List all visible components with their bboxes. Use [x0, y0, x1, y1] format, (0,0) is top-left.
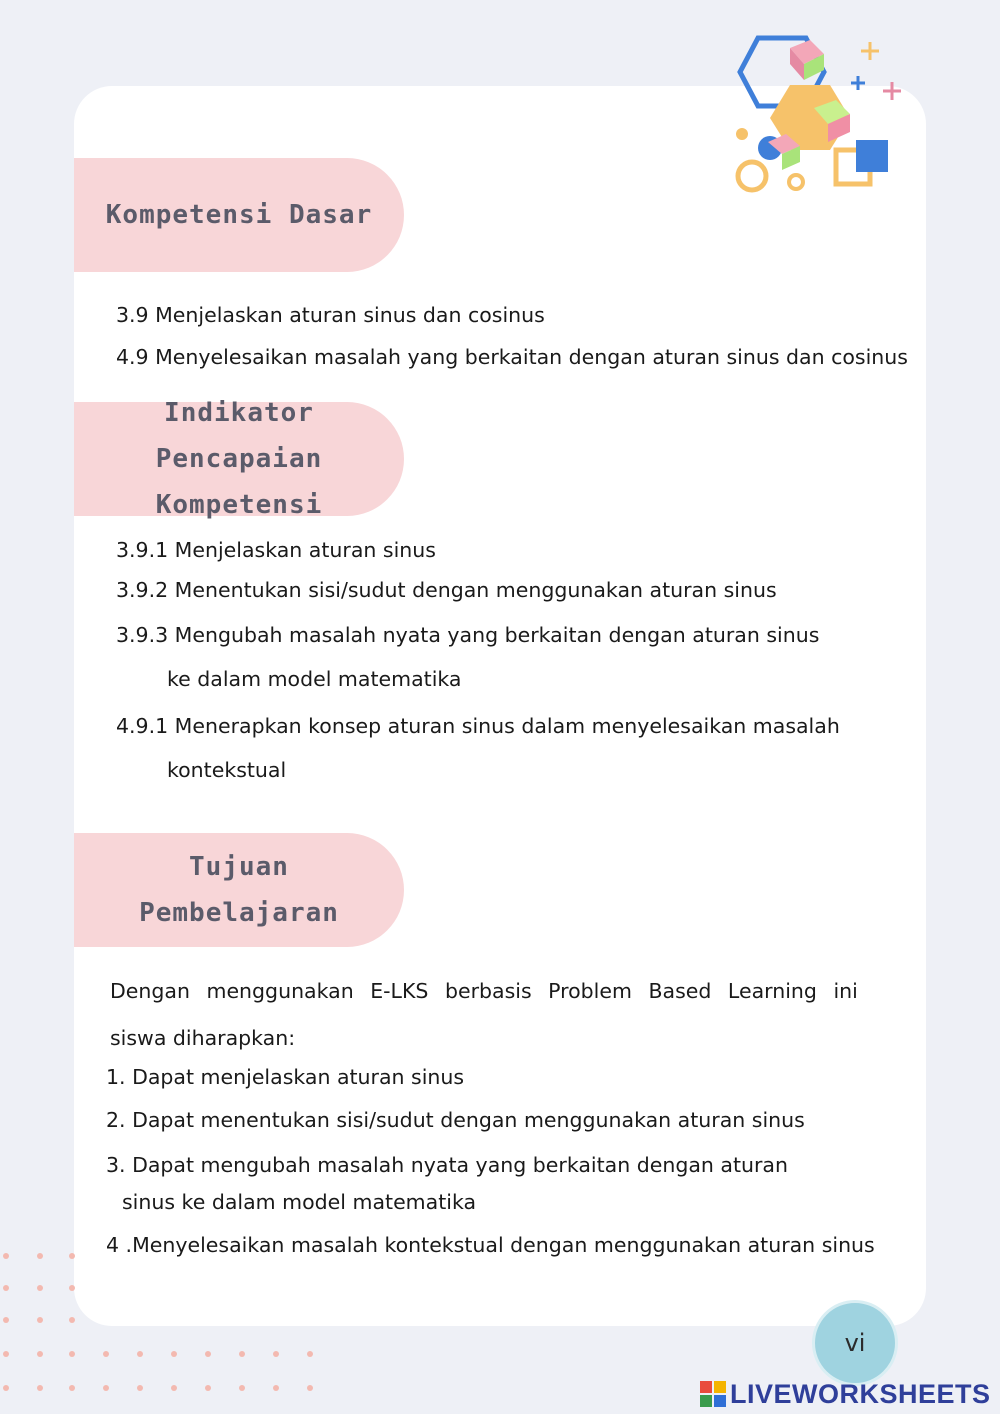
tujuan-item-3-continued: sinus ke dalam model matematika: [122, 1190, 477, 1214]
indikator-item-4: 4.9.1 Menerapkan konsep aturan sinus dalam menyelesaikan masalah: [116, 714, 840, 738]
tujuan-intro-line2: siswa diharapkan:: [110, 1026, 296, 1050]
tujuan-intro-line1: Dengan menggunakan E-LKS berbasis Problem Based Learning ini: [110, 979, 858, 1003]
tujuan-item-1: 1. Dapat menjelaskan aturan sinus: [106, 1065, 465, 1089]
indikator-item-1: 3.9.1 Menjelaskan aturan sinus: [116, 538, 436, 562]
content-card: [74, 86, 926, 1326]
kompetensi-dasar-title: Kompetensi Dasar: [105, 200, 373, 230]
indikator-title-line1: Indikator Pencapaian: [155, 398, 323, 474]
liveworksheets-wordmark: LIVEWORKSHEETS: [730, 1378, 991, 1409]
tujuan-title-line2: Pembelajaran: [139, 898, 339, 928]
tujuan-item-2: 2. Dapat menentukan sisi/sudut dengan menggunakan aturan sinus: [106, 1108, 805, 1132]
tujuan-item-4: 4 .Menyelesaikan masalah kontekstual dengan menggunakan aturan sinus: [106, 1233, 875, 1257]
liveworksheets-icon: [700, 1381, 726, 1407]
indikator-item-2: 3.9.2 Menentukan sisi/sudut dengan menggunakan aturan sinus: [116, 578, 777, 602]
liveworksheets-logo[interactable]: [700, 1378, 991, 1410]
kd-item-2: 4.9 Menyelesaikan masalah yang berkaitan dengan aturan sinus dan cosinus: [116, 345, 908, 369]
tujuan-heading: [74, 833, 404, 947]
page-number-badge: [812, 1300, 898, 1386]
page-number: vi: [844, 1329, 866, 1357]
indikator-item-4-continued: kontekstual: [167, 758, 287, 782]
tujuan-item-3: 3. Dapat mengubah masalah nyata yang berkaitan dengan aturan: [106, 1153, 788, 1177]
geometric-shapes-decoration: [728, 30, 908, 200]
indikator-item-3-continued: ke dalam model matematika: [167, 667, 462, 691]
kd-item-1: 3.9 Menjelaskan aturan sinus dan cosinus: [116, 303, 545, 327]
indikator-item-3: 3.9.3 Mengubah masalah nyata yang berkaitan dengan aturan sinus: [116, 623, 820, 647]
tujuan-title-line1: Tujuan: [189, 852, 289, 882]
kompetensi-dasar-heading: [74, 158, 404, 272]
indikator-heading: [74, 398, 404, 520]
dot-pattern-decoration: [0, 1248, 330, 1398]
indikator-title-line2: Kompetensi: [155, 490, 323, 520]
